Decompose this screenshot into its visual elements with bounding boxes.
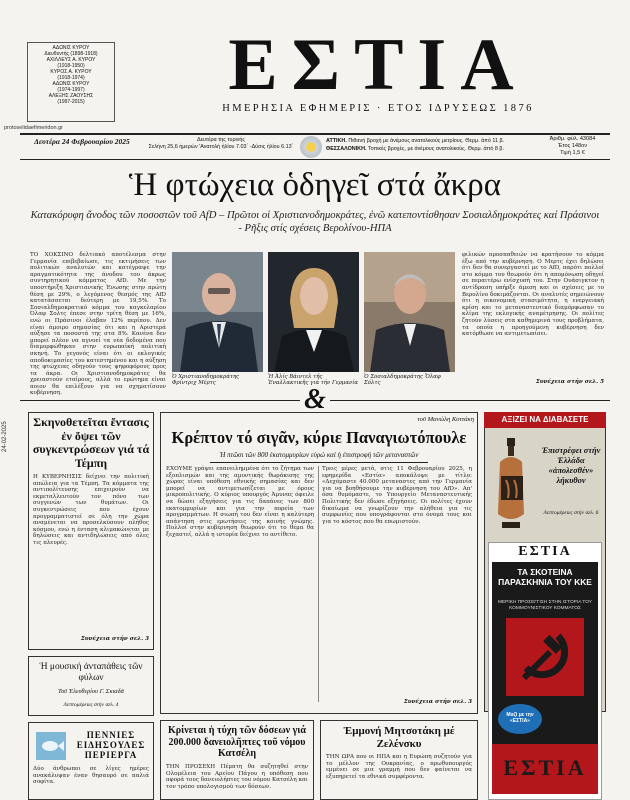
masthead-subtitle: ΗΜΕΡΗΣΙΑ ΕΦΗΜΕΡΙΣ · ΕΤΟΣ ΙΔΡΥΣΕΩΣ 1876	[222, 103, 534, 114]
left-box3-text: Δύο άνθρωποι σε λίγες ημέρες ανακάλυψαν έναν θησαυρό σε παλιά σοφίτα.	[33, 766, 149, 786]
divider-left	[20, 400, 300, 401]
promo-title: ΑΞΙΖΕΙ ΝΑ ΔΙΑΒΑΣΕΤΕ	[484, 412, 606, 428]
center-headline: Κρέπτον τό σιγᾶν, κύριε Παναγιωτόπουλε	[171, 428, 467, 447]
promo-quote: Ἐπιστρέφει στήν Ἑλλάδα «ἀπολεσθέν» λήκυθον	[541, 446, 601, 485]
lead-paragraph: ΤΟ ΧΟΚΣΙΝΟ δελτιακό αποτέλεσμα στην Γερμανία επιβεβαίωσε, τις εκτιμήσεις των πολιτικών αναλυτών και κατέγραψε την πραγματικότητα της άνοδου του άκρως συντηρητικού κόμματος AfD. Με την υποστήριξη Χριστιανικής Ένωσης στην πρώτη θέση με 29%, ο λεγόμενος θεσμός της AfD κατατάσσεται δεύτερη με 19,5%. Το Σοσιαλδημοκρατικό κόμμα του καγκελαρίου Όλαφ Σολτς έπεσε στην τρίτη θέση με 16%, ενώ οι Πράσινοι έλαβαν 12% περίπου. Δεν είναι άμοιρο σημασίας ότι και η Αριστερά αύξησε τα ποσοστά της στα 8%. Κανένα δεν μπορεί πλέον να αγνοεί τα νέα δεδομένα που διαμορφώθηκαν στην ευρωπαϊκή πολιτική σκηνή.	[30, 252, 166, 357]
founder-line: (1974-1997)	[57, 87, 85, 93]
weather-label: ΘΕΣΣΑΛΟΝΙΚΗ.	[326, 146, 367, 152]
left-text: Η ΚΥΒΕΡΝΗΣΙΣ δείχνει την πολιτική απώλεια για τα Τέμπη. Τα κόμματα της αντιπολίτευσης επιχειρούν να εκμεταλλευτούν τον πόνο των συγγενών των θυμάτων. Οι συγκεντρώσεις που έχουν προγραμματιστεί σε όλη την χώρα αναμένεται να προσελκύσουν πλήθος κόσμου, ενώ η ένταση κλιμακώνεται με δηλώσεις και αντιδηλώσεις από όλες τις πλευρές.	[33, 474, 149, 546]
weather-text: Πιθανή βροχή με άνέμους ανατολικούς μετρίους. Θερμ. άπό 11 β.	[348, 138, 505, 144]
photo-caption: Ὁ Σοσιαλδημοκράτης Ὄλαφ Σόλτς	[364, 374, 441, 387]
center-text-col-b: Τρεις μέρες μετά, στις 11 Φεβρουαρίου 2025, η εφημερίδα «Εστία» αποκάλυψε με τίτλο: «Δεχόμαστε 40.000 μεταναστες από την Γερμανία για να βοηθήσουμε την κυβέρνηση του AfD». Απ' όσα θυμόμαστε, το Υπουργείο Μεταναστευτικής Πολιτικής δεν έδωσε εξηγήσεις. Οι πολίτες έχουν δικαίωμα να γνωρίζουν την αλήθεια για τις συμφωνίες που υπογράφονται στο όνομά τους και για το κόστος που θα επωμιστούν.	[322, 466, 472, 525]
left-continue[interactable]: Συνέχεια στήν σελ. 3	[80, 636, 149, 642]
founder-line: Διευθυντής (1898-1918)	[44, 51, 98, 57]
price: Τιμή 1,5 €	[560, 150, 585, 157]
lead-text-col3: φιλικών προσπαθειών να κρατήσουν το κόμμα έξω από την κυβέρνηση. Ο Μερτς έχει δηλώσει ότι δεν θα συνεργαστεί με το AfD, παρότι πολλοί στο κόμμα του θεωρούν ότι η απομόνωση οδηγεί σε περαιτέρω ενίσχυσή του. Στην Ουάσιγκτον η αντίδραση υπήρξε άμεση και οι σχέσεις με το Βερολίνο δοκιμάζονται. Οι αναλυτές σημειώνουν ότι η οικονομική στασιμότητα, η ενεργειακή κρίση και το μεταναστευτικό διαμόρφωσαν το κλίμα της εκλογικής αναμέτρησης. Οι πολίτες ζητούν λύσεις στα καθημερινά τους προβλήματα, τα οποία η προηγούμενη κυβέρνηση δεν κατόρθωσε να αντιμετωπίσει.	[462, 252, 604, 338]
center-text-col-a: ΕΧΟΥΜΕ γράψει επανειλημμένα ότι το ζήτημα των εξοπλισμών και της αμυντικής θωράκισης της χώρας είναι υπόθεση εθνικής σημασίας και δεν μπορεί να αντιμετωπίζεται με όρους μικροπολιτικής. Ο κύριος υπουργός Άμυνας όφειλε να δώσει εξηγήσεις για τις δαπάνες των 800 εκατομμυρίων και για την πορεία των προγραμμάτων. Η σιωπή του δεν είναι η καλύτερη απάντηση στις ερωτήσεις της κοινής γνώμης. Πολλοί στην κυβέρνηση θεωρούν ότι το θέμα θα ξεχαστεί, αλλά η ιστορία δείχνει το αντίθετο.	[166, 466, 314, 538]
founders-box	[27, 42, 115, 122]
left-box2-continue[interactable]: Λεπτομέρειες στήν σελ. 4	[63, 702, 119, 708]
lead-continue[interactable]: Συνέχεια στήν σελ. 5	[535, 379, 604, 385]
photo-caption: Ὁ Χριστιανοδημοκράτης Φρίντριχ Μέρτς	[172, 374, 240, 387]
issue-number: Άριθμ. φύλ. 43084	[549, 136, 596, 142]
lead-deck: Κατακόρυφη ἄνοδος τῶν ποσοστῶν τοῦ AfD – Πρῶτοι οἱ Χριστιανοδημοκράτες, ἐνῶ κατεποντίσθησαν Σοσιαλδημοκράτες καί Πράσινοι - Ρῆξις στίς σχέσεις Βερολίνου-ΗΠΑ	[30, 210, 600, 234]
left-headline: Σκηνοθετεῖται ἔντασις ἐν ὄψει τῶν συγκεντρώσεων γιά τά Τέμπη	[32, 415, 150, 470]
issue-info	[535, 136, 610, 158]
left-box3-title: ΠΕΝΝΙΕΣ ΕΙΔΗΣΟΥΛΕΣ ΠΕΡΙΕΡΓΑ	[76, 730, 146, 760]
divider-right	[330, 400, 610, 401]
hammer-sickle-icon	[506, 618, 584, 696]
column-divider	[318, 466, 319, 702]
zelensky-headline: Ἐμμονή Μητσοτάκη μέ Ζελένσκυ	[343, 725, 455, 750]
weather-info	[326, 137, 531, 153]
day-info	[146, 137, 296, 151]
issue-year: Έτος 148ον	[557, 143, 588, 150]
lekythos-image	[488, 436, 534, 532]
day-line: Σελήνη 25,6 ήμερών 'Ανατολή ήλίου 7.03΄ -Δύσις ήλίου 6.13΄	[148, 144, 294, 150]
center-byline: τοῦ Μανώλη Κοττάκη	[417, 416, 474, 423]
center-deck: Ἡ πτῶσι τῶν 800 ἑκατομμυρίων εὐρώ καί ἡ ἐπιστροφή τῶν μεταναστῶν	[219, 451, 419, 459]
promo-detail[interactable]: Λεπτομέρειες στήν σελ. 6	[543, 510, 599, 516]
founder-line: ΑΧΙΛΛΕΥΣ Α. ΚΥΡΟΥ	[46, 57, 96, 63]
book-header: ΕΣΤΙΑ	[518, 544, 572, 559]
photo-caption: Ἡ Ἀλίς Βάιντελ τῆς Ἐναλλακτικῆς γιά τήν Γερμανία	[268, 374, 358, 387]
book-title: ΤΑ ΣΚΟΤΕΙΝΑ ΠΑΡΑΣΚΗΝΙΑ ΤΟΥ ΚΚΕ	[498, 567, 592, 587]
lead-text-col1	[30, 252, 166, 397]
book-footer: ΕΣΤΙΑ	[503, 755, 587, 780]
deck-rule	[210, 462, 428, 463]
left-box2-headline: Ἡ μουσική ἀνταπάθεις τῶν φύλων	[39, 662, 143, 683]
founder-line: ΑΔΩΝΙΣ ΚΥΡΟΥ	[52, 45, 90, 51]
lead-headline: Ἡ φτώχεια ὁδηγεῖ στά ἄκρα	[128, 167, 502, 203]
founder-line: (1918-1974)	[57, 75, 85, 81]
founder-line: ΚΥΡΟΣ Α. ΚΥΡΟΥ	[50, 69, 92, 75]
book-badge: Μαζί με την «ΕΣΤΙΑ»	[498, 704, 542, 734]
left-box2-byline: Τοῦ Ἐλευθερίου Γ. Σκιαδᾶ	[57, 688, 124, 695]
founder-line: (1918-1950)	[57, 63, 85, 69]
site-url[interactable]: protoselidaefimeridon.gr	[4, 125, 64, 131]
photo-merz	[172, 252, 263, 372]
zelensky-text: ΤΗΝ ΩΡΑ που οι ΗΠΑ και η Ευρώπη συζητούν για το μέλλον της Ουκρανίας, ο πρωθυπουργός εμμένει σε μια γραμμή που δεν φαίνεται να εξυπηρετεί τα εθνικά συμφέροντα.	[326, 754, 472, 780]
center-continue[interactable]: Συνέχεια στήν σελ. 3	[403, 699, 472, 705]
weather-icon	[300, 136, 322, 158]
weather-label: ΑΤΤΙΚΗ.	[326, 138, 347, 144]
book-subtitle: ΜΕΡΙΚΗ ΠΡΟΣΕΓΓΙΣΗ ΣΤΗΝ ΙΣΤΟΡΙΑ ΤΟΥ ΚΟΜΜΟΥΝΙΣΤΙΚΟΥ ΚΟΜΜΑΤΟΣ	[497, 600, 593, 611]
katseli-headline: Κρίνεται ἡ τύχη τῶν δόσεων γιά 200.000 δανειολῆπτες τοῦ νόμου Κατσέλη	[168, 725, 306, 759]
photo-scholz	[364, 252, 455, 372]
photo-weidel	[268, 252, 359, 372]
side-date: 24-02-2025	[2, 421, 8, 452]
ampersand-ornament: &	[304, 384, 326, 415]
lead-paragraph: Το γεγονός είναι ότι οι εκλογικές αποδοκιμασίες του κατεστημένου και η αύξηση της φτώχειας οδηγούν τους ψηφοφόρους προς τα άκρα. Οι Χριστιανοδημοκράτες θα χρειαστούν εταίρους, αλλά το ερώτημα είναι ποιον θα επιλέξουν για να σχηματίσουν κυβέρνηση.	[30, 350, 166, 397]
info-rule	[20, 159, 610, 160]
fish-icon	[36, 732, 66, 760]
issue-date: Δευτέρα 24 Φεβρουαρίου 2025	[34, 137, 130, 146]
masthead-title: ΕΣΤΙΑ	[228, 24, 528, 106]
founder-line: (1997-2015)	[57, 99, 85, 105]
top-rule	[20, 133, 610, 135]
weather-text: Τοπικές βροχές, με άνέμους ανατολικούς. Θερμ. άπό 8 β.	[367, 146, 504, 152]
katseli-text: ΤΗΝ ΠΡΟΣΕΧΗ Πέμπτη θα συζητηθεί στην Ολομέλεια του Αρείου Πάγου η υπόθεση που αφορά τους δανειολήπτες του νόμου Κατσέλη και τον τρόπο υπολογισμού των δόσεων.	[166, 764, 308, 790]
founder-line: ΑΔΩΝΙΣ ΚΥΡΟΥ	[52, 81, 90, 87]
day-line: Δευτέρα της τυρινής	[196, 137, 246, 143]
founder-line: ΑΛΕΞΗΣ ΖΑΟΥΣΗΣ	[48, 93, 94, 99]
